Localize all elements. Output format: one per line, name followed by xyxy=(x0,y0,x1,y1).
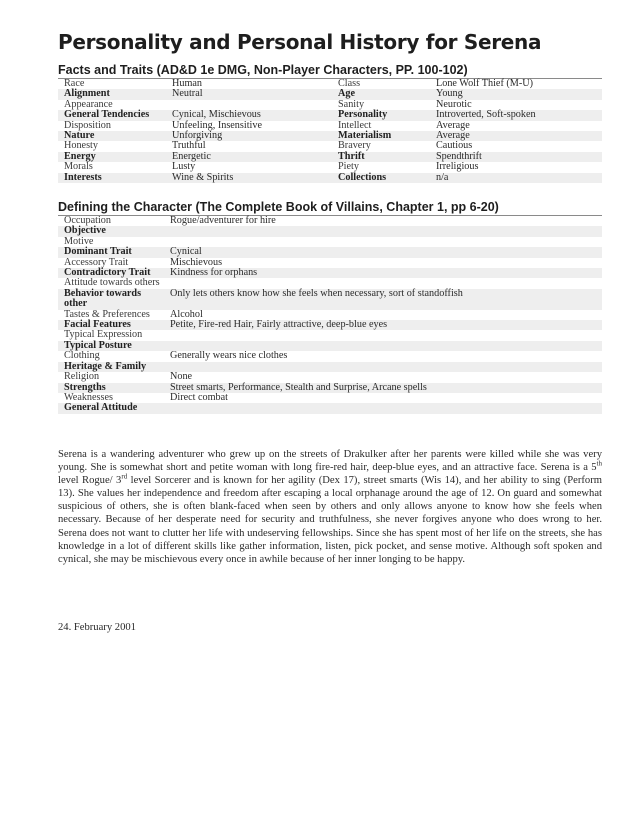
biography-paragraph xyxy=(58,448,602,566)
facts-row xyxy=(58,79,602,89)
trait-value: Average xyxy=(430,131,602,141)
facts-heading: Facts and Traits (AD&D 1e DMG, Non-Player Characters, PP. 100-102) xyxy=(58,63,468,77)
defining-row xyxy=(58,383,602,393)
trait-value: Unfeeling, Insensitive xyxy=(172,119,262,131)
trait-value: Human xyxy=(172,78,202,89)
defining-label: Attitude towards others xyxy=(64,277,160,289)
facts-row xyxy=(58,131,602,141)
trait-value: Unforgiving xyxy=(166,131,332,141)
facts-row xyxy=(58,141,602,151)
trait-label: Race xyxy=(64,78,85,89)
defining-value: None xyxy=(170,371,193,383)
defining-label: Heritage & Family xyxy=(58,362,164,372)
defining-label: Tastes & Preferences xyxy=(64,308,150,320)
trait-value: Introverted, Soft-spoken xyxy=(430,110,602,120)
bio-text-2: level Rogue/ 3 xyxy=(58,475,122,487)
defining-label: General Attitude xyxy=(58,403,164,413)
trait-value: Cynical, Mischievous xyxy=(166,110,332,120)
defining-heading: Defining the Character (The Complete Book of Villains, Chapter 1, pp 6-20) xyxy=(58,200,499,214)
trait-label: Age xyxy=(332,89,430,99)
trait-value: Young xyxy=(430,89,602,99)
defining-label: Motive xyxy=(64,235,94,247)
trait-label: Piety xyxy=(338,161,359,173)
defining-value: Generally wears nice clothes xyxy=(170,350,288,362)
defining-value: Only lets others know how she feels when necessary, sort of standoffish xyxy=(164,289,602,310)
defining-row xyxy=(58,247,602,257)
facts-row xyxy=(58,173,602,183)
trait-value: Spendthrift xyxy=(430,152,602,162)
defining-row xyxy=(58,341,602,351)
defining-label: Facial Features xyxy=(58,320,164,330)
defining-table-wrap xyxy=(58,215,602,414)
trait-label: General Tendencies xyxy=(58,110,166,120)
trait-label: Intellect xyxy=(338,119,372,131)
defining-label: Religion xyxy=(64,371,100,383)
trait-value: Neurotic xyxy=(436,98,472,110)
defining-value xyxy=(164,226,602,236)
defining-label: Accessory Trait xyxy=(64,256,129,268)
trait-value: Neutral xyxy=(166,89,332,99)
trait-label: Morals xyxy=(64,161,93,173)
facts-row xyxy=(58,121,602,131)
trait-label: Sanity xyxy=(338,98,365,110)
facts-row xyxy=(58,162,602,172)
bio-sup-2: rd xyxy=(121,472,128,481)
trait-value: Truthful xyxy=(172,140,206,152)
trait-label: Bravery xyxy=(338,140,371,152)
trait-value: Energetic xyxy=(166,152,332,162)
defining-row xyxy=(58,403,602,413)
defining-value xyxy=(164,237,602,247)
defining-row xyxy=(58,362,602,372)
facts-row xyxy=(58,110,602,120)
bio-text-1: Serena is a wandering adventurer who grew up on the streets of Drakulker after her parents were killed while she was very young. She is somewhat short and petite woman with long fire-red hair, deep-blue eyes, and an attractive face. Serena is a 5 xyxy=(58,449,602,474)
defining-label: Typical Posture xyxy=(58,341,164,351)
trait-label: Honesty xyxy=(64,140,98,152)
bio-sup-1: th xyxy=(596,459,602,468)
defining-label: Typical Expression xyxy=(64,329,143,341)
trait-value: Cautious xyxy=(436,140,473,152)
defining-value: Petite, Fire-red Hair, Fairly attractive, deep-blue eyes xyxy=(164,320,602,330)
defining-label: Weaknesses xyxy=(64,391,113,403)
defining-row xyxy=(58,226,602,236)
trait-label: Interests xyxy=(58,173,166,183)
document-date: 24. February 2001 xyxy=(58,622,136,633)
defining-value: Alcohol xyxy=(170,308,203,320)
defining-label: Contradictory Trait xyxy=(58,268,164,278)
defining-value xyxy=(164,403,602,413)
trait-label: Nature xyxy=(58,131,166,141)
document-page xyxy=(58,30,602,633)
defining-label: Occupation xyxy=(64,215,111,226)
trait-label: Personality xyxy=(332,110,430,120)
defining-row xyxy=(58,372,602,382)
defining-row xyxy=(58,393,602,403)
defining-value xyxy=(164,362,602,372)
defining-label: Behavior towards other xyxy=(58,289,164,310)
trait-label: Collections xyxy=(332,173,430,183)
defining-row xyxy=(58,289,602,310)
page-title: Personality and Personal History for Serena xyxy=(58,30,542,54)
trait-label: Energy xyxy=(58,152,166,162)
trait-label: Appearance xyxy=(64,98,113,110)
defining-label: Strengths xyxy=(58,383,164,393)
defining-row xyxy=(58,216,602,226)
trait-label: Thrift xyxy=(332,152,430,162)
facts-table-wrap xyxy=(58,78,602,183)
trait-value: Irreligious xyxy=(436,161,479,173)
defining-label: Objective xyxy=(58,226,164,236)
facts-row xyxy=(58,152,602,162)
defining-row xyxy=(58,330,602,340)
trait-value: n/a xyxy=(430,173,602,183)
trait-value: Lusty xyxy=(172,161,196,173)
trait-value: Wine & Spirits xyxy=(166,173,332,183)
facts-row xyxy=(58,89,602,99)
defining-value: Mischievous xyxy=(170,256,223,268)
defining-table xyxy=(58,216,602,414)
defining-value: Kindness for orphans xyxy=(164,268,602,278)
defining-value xyxy=(164,330,602,340)
trait-value: Average xyxy=(436,119,470,131)
defining-label: Dominant Trait xyxy=(58,247,164,257)
defining-value: Direct combat xyxy=(170,391,228,403)
defining-row xyxy=(58,237,602,247)
facts-table xyxy=(58,79,602,183)
trait-label: Class xyxy=(338,78,361,89)
defining-value: Rogue/adventurer for hire xyxy=(170,215,276,226)
defining-value: Street smarts, Performance, Stealth and Surprise, Arcane spells xyxy=(164,383,602,393)
defining-value: Cynical xyxy=(164,247,602,257)
trait-label: Disposition xyxy=(64,119,111,131)
trait-label: Materialism xyxy=(332,131,430,141)
defining-label: Clothing xyxy=(64,350,100,362)
trait-value: Lone Wolf Thief (M-U) xyxy=(436,78,533,89)
trait-label: Alignment xyxy=(58,89,166,99)
bio-text-3: level Sorcerer and is known for her agility (Dex 17), street smarts (Wis 14), and her ability to sing (Perform 13). She values her independence and freedom after escaping a local orphanage around the age of 12. On guard and somewhat suspicious of others, she is often blank-faced when seen by others and only allows anyone to know how she feels when necessary. Because of her desperate need for security and truthfulness, she never forgives anyone who does wrong to her. Serena does not want to clutter her life with undeserving fellowships. Since she has spent most of her life on the streets, she has knowledge in a lot of different skills like gather information, listen, pick pocket, and sense motive. Although soft spoken and cynical, she may be mischievous every once in awhile because of her inner longing to be happy. xyxy=(58,475,602,565)
